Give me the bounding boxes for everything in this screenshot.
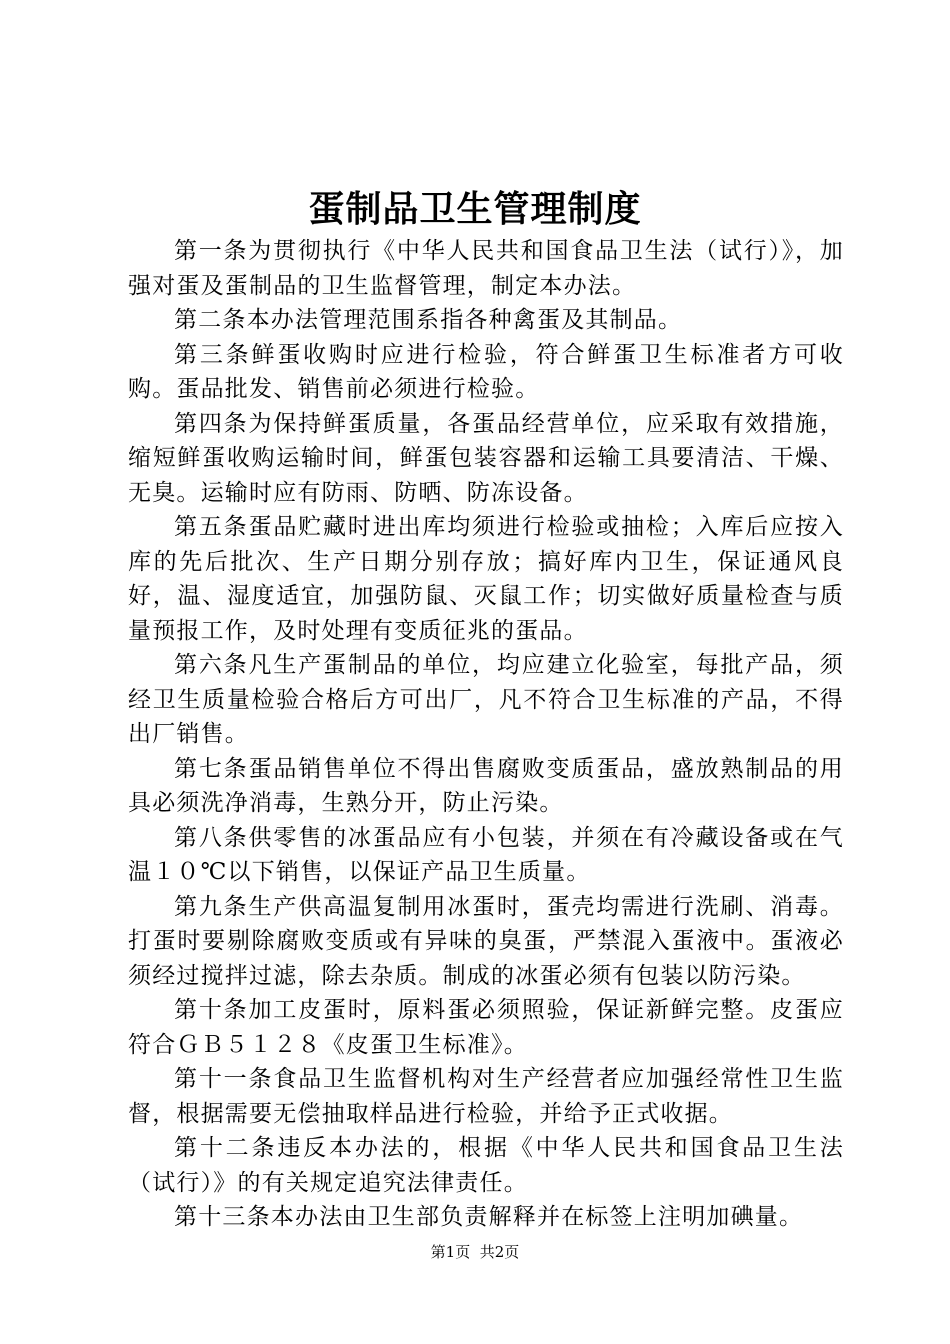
page-number: 第1页 <box>430 1243 471 1261</box>
article-13: 第十三条本办法由卫生部负责解释并在标签上注明加碘量。 <box>174 1204 804 1230</box>
article-8: 第八条供零售的冰蛋品应有小包装，并须在有冷藏设备或在气温１０℃以下销售，以保证产品卫生质量。 <box>128 824 844 885</box>
article-6: 第六条凡生产蛋制品的单位，均应建立化验室，每批产品，须经卫生质量检验合格后方可出厂，凡不符合卫生标准的产品，不得出厂销售。 <box>128 652 844 747</box>
article-11: 第十一条食品卫生监督机构对生产经营者应加强经常性卫生监督，根据需要无偿抽取样品进行检验，并给予正式收据。 <box>128 1066 844 1127</box>
article-2: 第二条本办法管理范围系指各种禽蛋及其制品。 <box>174 307 683 333</box>
page-total: 共2页 <box>479 1243 520 1261</box>
document-body <box>128 234 844 1235</box>
footer-separator <box>470 1243 480 1261</box>
article-10: 第十条加工皮蛋时，原料蛋必须照验，保证新鲜完整。皮蛋应符合ＧＢ５１２８《皮蛋卫生标准》。 <box>128 997 844 1058</box>
article-4: 第四条为保持鲜蛋质量，各蛋品经营单位，应采取有效措施，缩短鲜蛋收购运输时间，鲜蛋包装容器和运输工具要清洁、干燥、无臭。运输时应有防雨、防晒、防冻设备。 <box>128 410 844 506</box>
article-5: 第五条蛋品贮藏时进出库均须进行检验或抽检；入库后应按入库的先后批次、生产日期分别存放；搞好库内卫生，保证通风良好，温、湿度适宜，加强防鼠、灭鼠工作；切实做好质量检查与质量预报工作，及时处理有变质征兆的蛋品。 <box>128 514 844 644</box>
article-12: 第十二条违反本办法的，根据《中华人民共和国食品卫生法（试行）》的有关规定追究法律责任。 <box>128 1135 844 1196</box>
article-1: 第一条为贯彻执行《中华人民共和国食品卫生法（试行）》，加强对蛋及蛋制品的卫生监督管理，制定本办法。 <box>128 238 844 299</box>
article-9: 第九条生产供高温复制用冰蛋时，蛋壳均需进行洗刷、消毒。打蛋时要剔除腐败变质或有异味的臭蛋，严禁混入蛋液中。蛋液必须经过搅拌过滤，除去杂质。制成的冰蛋必须有包装以防污染。 <box>128 893 844 989</box>
article-7: 第七条蛋品销售单位不得出售腐败变质蛋品，盛放熟制品的用具必须洗净消毒，生熟分开，防止污染。 <box>128 755 844 816</box>
document-title: 蛋制品卫生管理制度 <box>308 188 642 230</box>
page-footer <box>0 1242 950 1262</box>
article-3: 第三条鲜蛋收购时应进行检验，符合鲜蛋卫生标准者方可收购。蛋品批发、销售前必须进行检验。 <box>128 341 844 402</box>
